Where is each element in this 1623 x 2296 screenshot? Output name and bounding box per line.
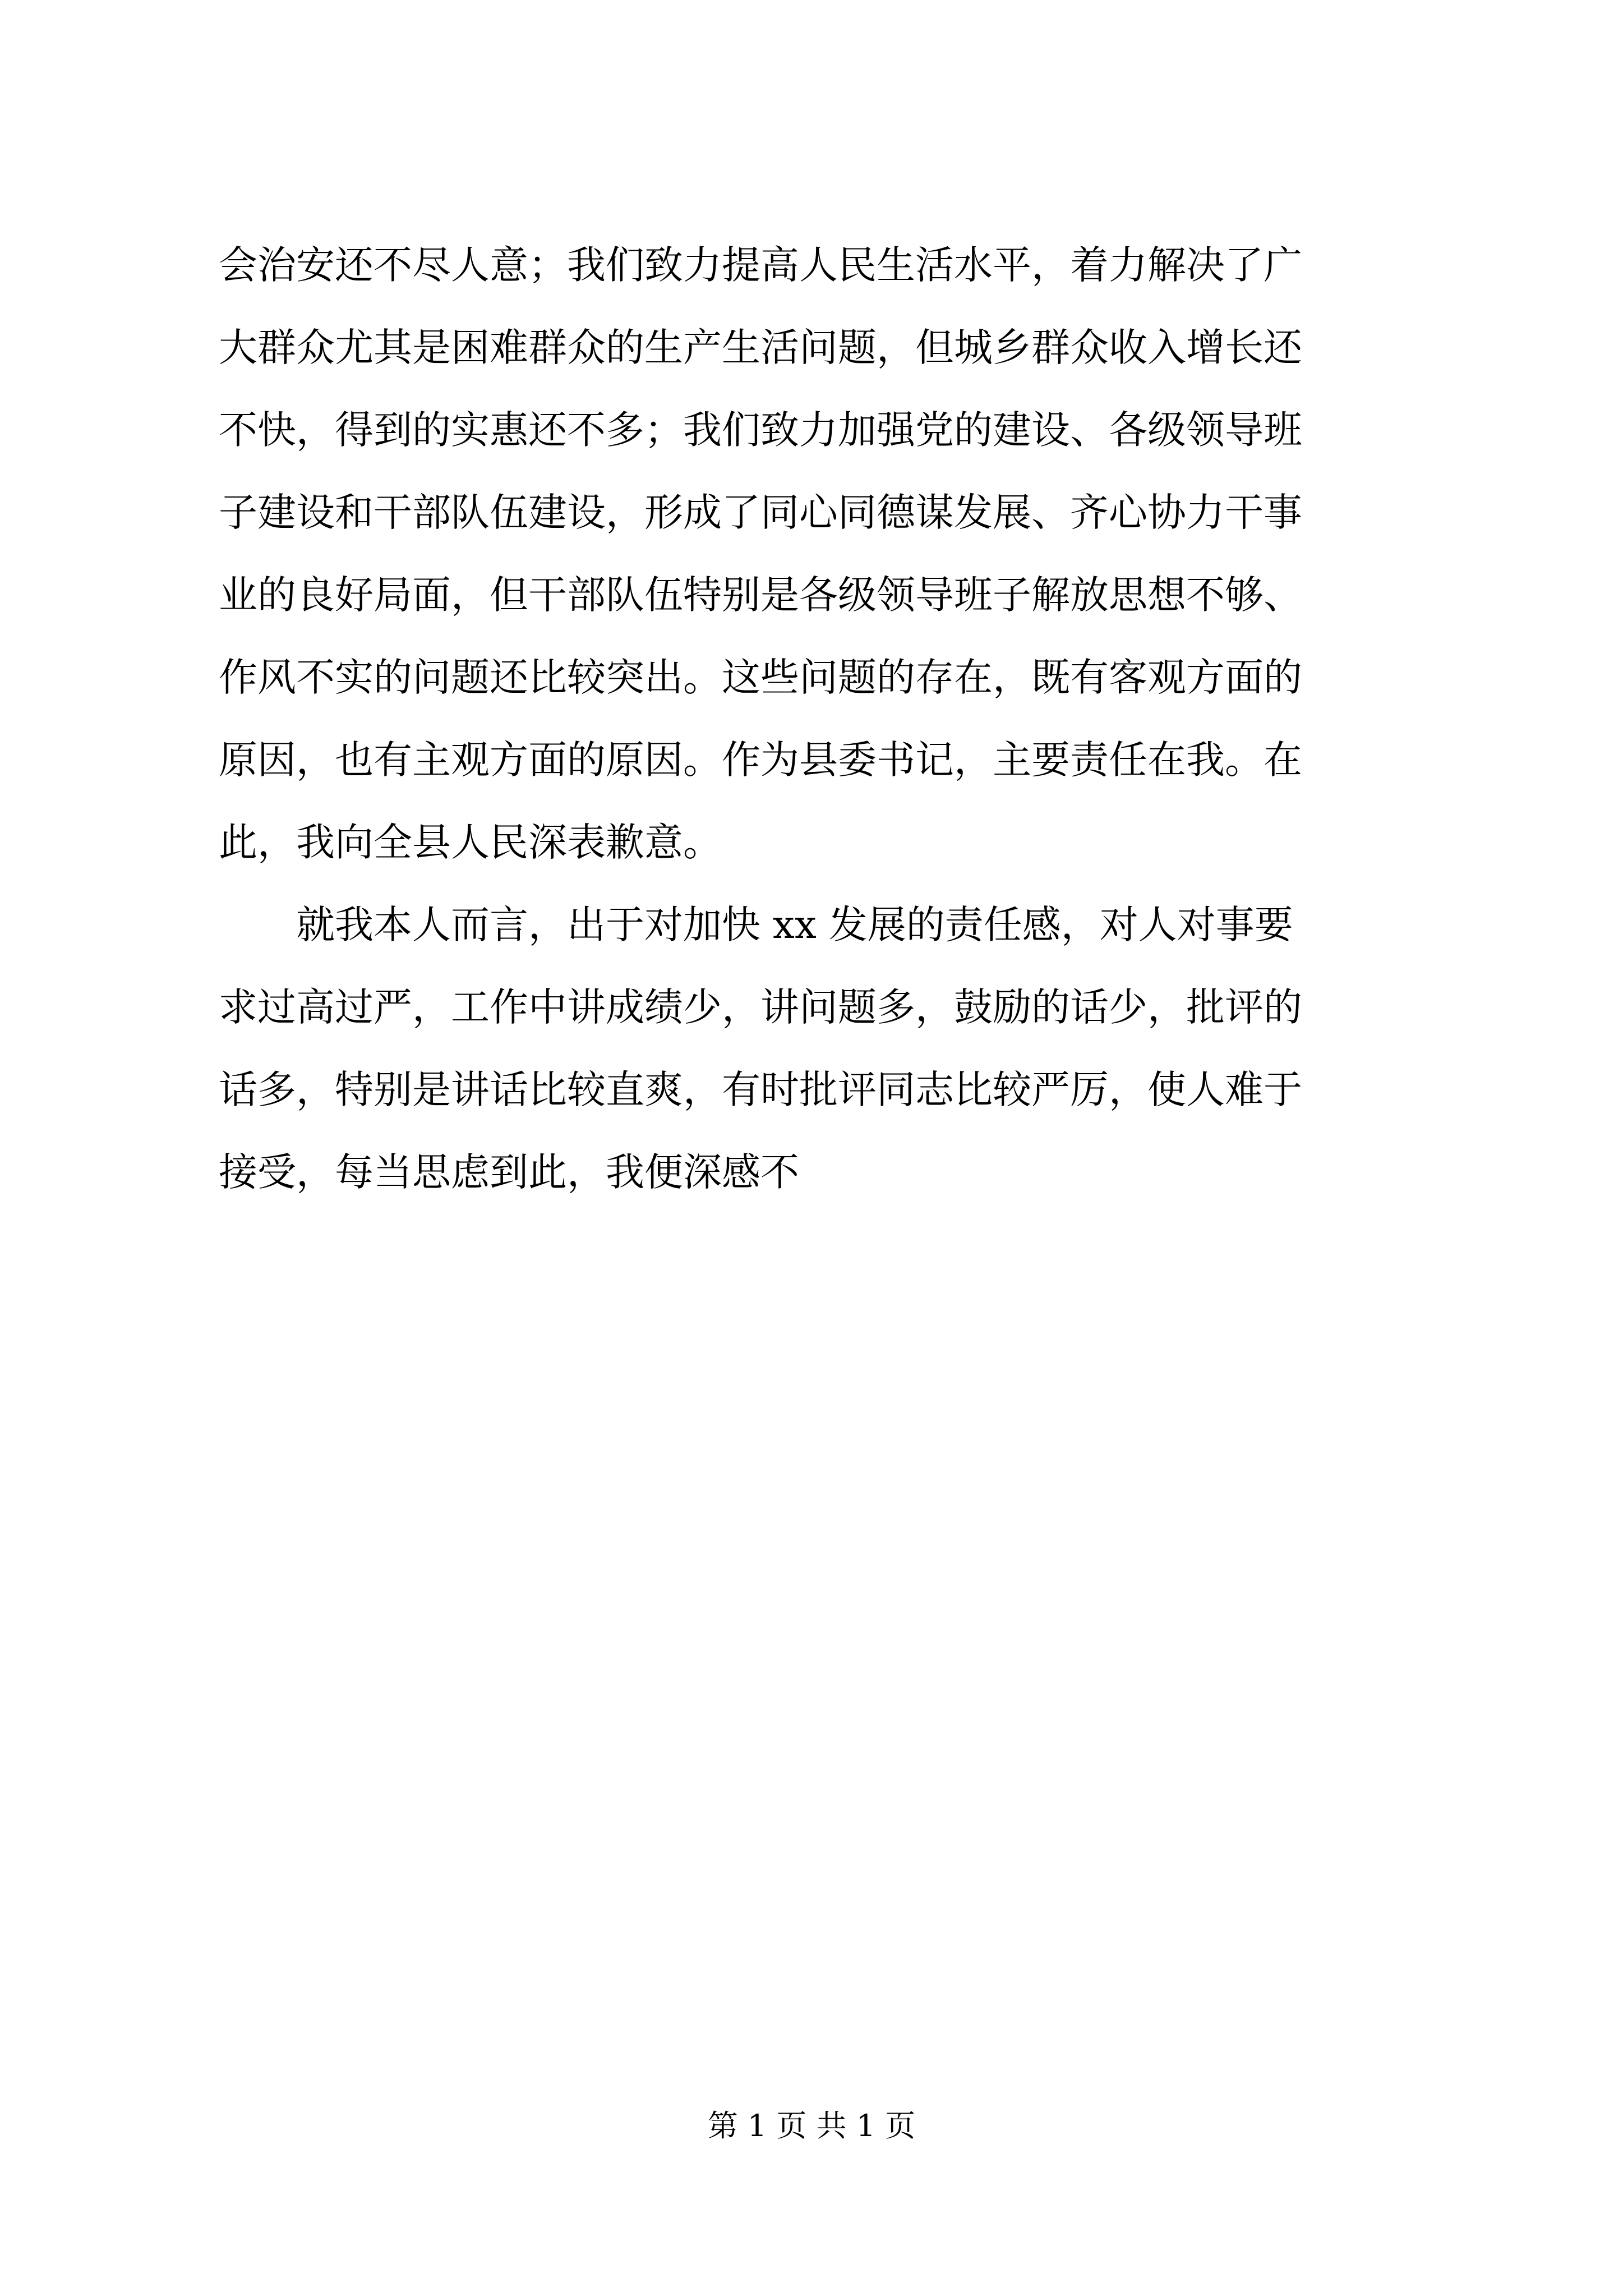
document-body xyxy=(219,224,1430,1214)
text-line: 就我本人而言，出于对加快 xx 发展的责任感，对人对事要 xyxy=(219,903,1293,947)
text-line: 业的良好局面，但干部队伍特别是各级领导班子解放思想不够、 xyxy=(219,573,1302,618)
text-line: 会治安还不尽人意；我们致力提高人民生活水平，着力解决了广 xyxy=(219,243,1302,288)
page-footer: 第 1 页 共 1 页 xyxy=(707,2108,916,2143)
text-line: 作风不实的问题还比较突出。这些问题的存在，既有客观方面的 xyxy=(219,655,1302,700)
text-line: 子建设和干部队伍建设，形成了同心同德谋发展、齐心协力干事 xyxy=(219,490,1302,535)
text-line: 接受，每当思虑到此，我便深感不 xyxy=(219,1150,799,1195)
text-line: 不快，得到的实惠还不多；我们致力加强党的建设、各级领导班 xyxy=(219,408,1302,453)
text-line: 此，我向全县人民深表歉意。 xyxy=(219,820,722,865)
text-line: 原因，也有主观方面的原因。作为县委书记，主要责任在我。在 xyxy=(219,738,1302,783)
text-line: 求过高过严，工作中讲成绩少，讲问题多，鼓励的话少，批评的 xyxy=(219,985,1302,1030)
text-line: 大群众尤其是困难群众的生产生活问题，但城乡群众收入增长还 xyxy=(219,325,1302,370)
text-line: 话多，特别是讲话比较直爽，有时批评同志比较严厉，使人难于 xyxy=(219,1068,1302,1112)
